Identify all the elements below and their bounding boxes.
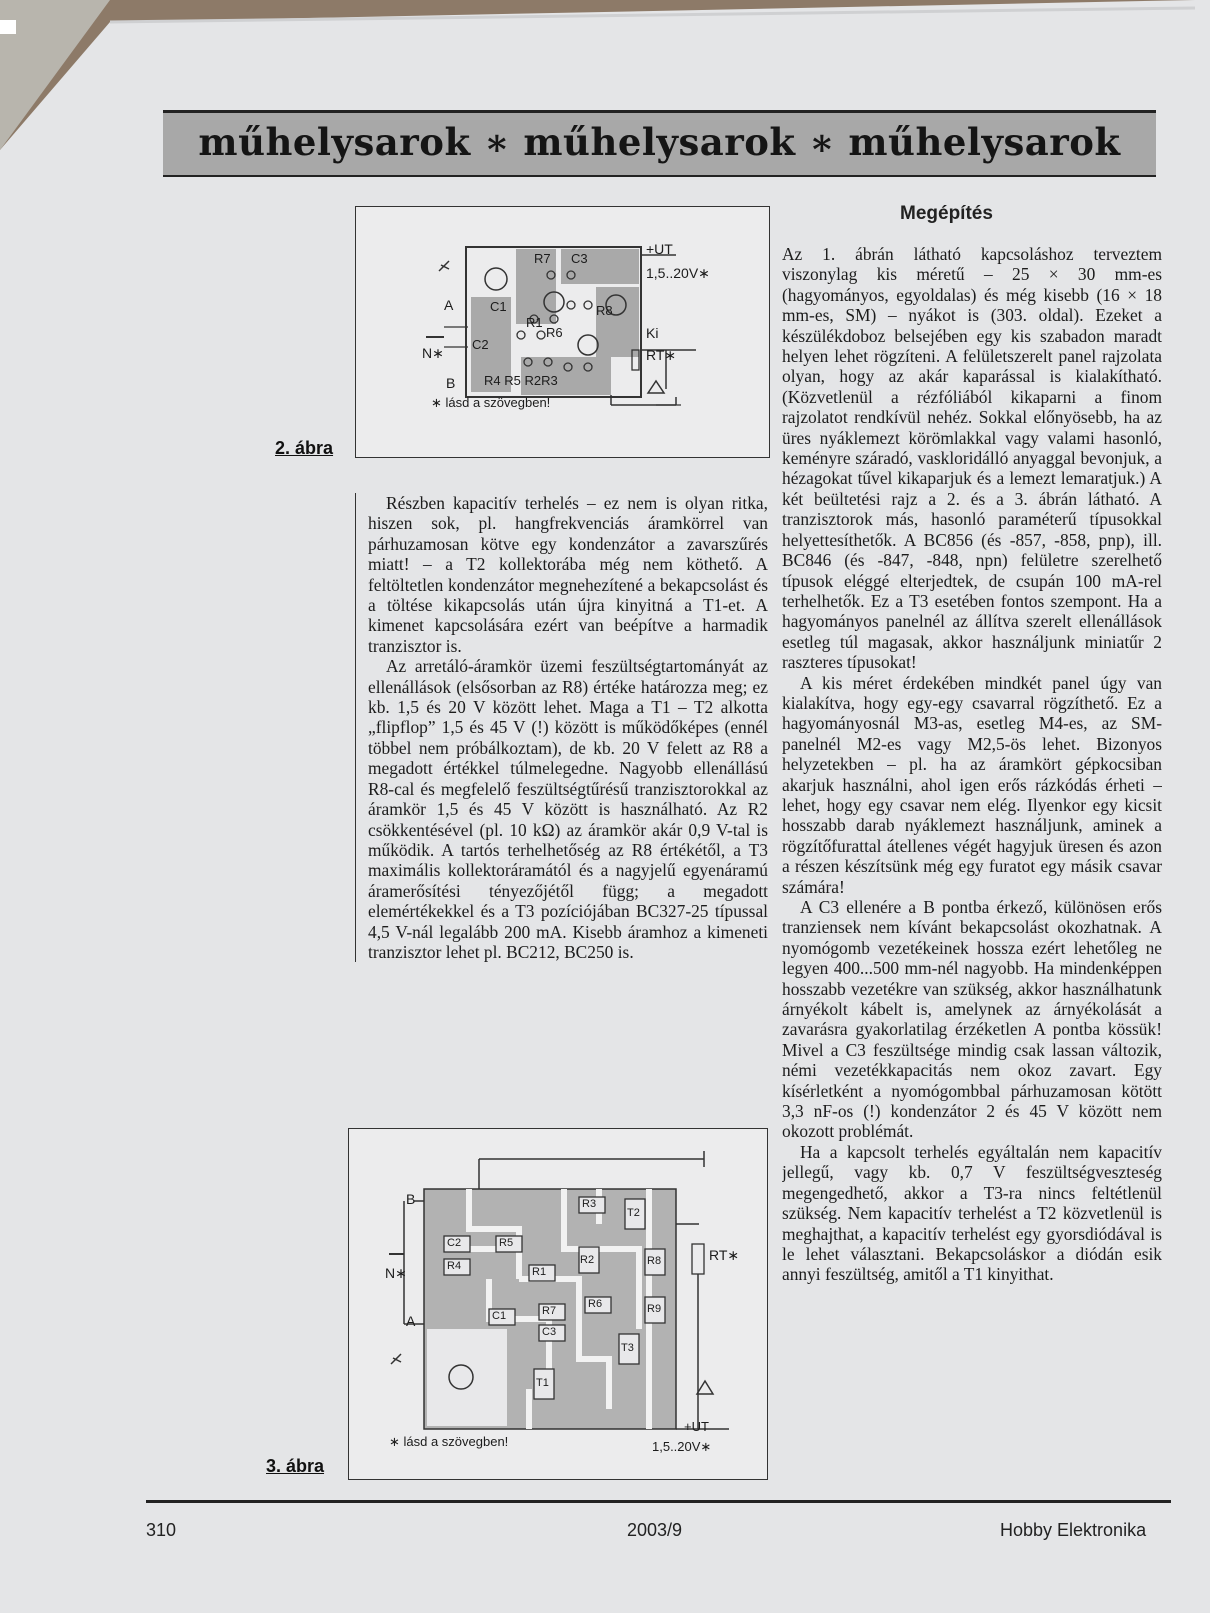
right-column-text — [782, 244, 1162, 1484]
figure-3-label: 3. ábra — [266, 1456, 325, 1476]
fig3-label-r8: R8 — [647, 1255, 662, 1267]
fig3-label-b: B — [406, 1191, 416, 1207]
fig2-label-ki: Ki — [646, 325, 659, 341]
fig2-label-c1: C1 — [490, 299, 507, 314]
fig3-label-n: N∗ — [385, 1265, 407, 1281]
issue: 2003/9 — [627, 1520, 683, 1540]
paragraph: Az 1. ábrán látható kapcsoláshoz terveztem viszonylag kis méretű – 25 × 30 mm-es (hagyományos, egyoldalas) és még kisebb (16 × 18 mm-es, SM) – nyákot is (303. oldal). Ezeket a készülékdoboz belsejében egy kis szabadon maradt helyen lehet rögzíteni. A felületszerelt panel rajzolata olyan, hogy az akár kaparással is kialakítható. (Közvetlenül a rézfóliából kikaparni a finom rajzolatot rendkívül nehéz. Sokkal előnyösebb, ha az üres nyáklemezt körömlakkal vagy valami hasonló, keményre száradó, vaskloridálló anyaggal bevonjuk, a hézagokat tűvel kikaparjuk és a lemezt lemaratjuk.) A két beültetési rajz a 2. és a 3. ábrán látható. A tranzisztorok más, hasonló paraméterű típusokkal helyettesíthetők. A BC856 (és -857, -858, pnp), ill. BC846 (és -847, -848, npn) felületre szerelhető típusok eléggé elterjedtek, de csupán 100 mA-rel terhelhetők. Ez a T3 esetében fontos szempont. Ha a hagyományos panelnél az állítva szerelt ellenállások esetleg túl magasak, akkor használjunk miniatűr 2 raszteres típusokat! — [782, 244, 1162, 673]
fig2-label-rt: RT∗ — [646, 347, 677, 363]
fig3-label-ut: +UT — [684, 1419, 709, 1434]
fig3-label-t3: T3 — [621, 1342, 634, 1354]
fig2-label-ut: +UT — [646, 241, 673, 257]
fig3-label-r1: R1 — [532, 1266, 547, 1278]
fig3-label-voltage: 1,5..20V∗ — [652, 1439, 712, 1454]
figure-3-box — [348, 1128, 768, 1480]
fig2-label-a: A — [444, 297, 454, 313]
fig3-label-r2: R2 — [580, 1254, 595, 1266]
fig3-label-c3: C3 — [542, 1326, 557, 1338]
paragraph: Az arretáló-áramkör üzemi feszültségtartományát az ellenállások (elsősorban az R8) értéke határozza meg; ez kb. 1,5 és 20 V között lehet. Maga a T1 – T2 alkotta „flipflop” 1,5 és 45 V (!) között is működőképes (ennél többel nem próbálkoztam), de kb. 20 V felett az R8 a megadott értékkel túlmelegedne. Nagyobb ellenállású R8-cal és megfelelő feszültségtűrésű tranzisztorokkal az áramkör 1,5 és 45 V között is használható. Az R2 csökkentésével (pl. 10 kΩ) az áramkör akár 0,9 V-tal is működik. A tartós terhelhetőség az R8 értékétől, a T3 maximális kollektoráramától és a nagyjelű egyenáramú áramerősítési tényezőjétől függ; a megadott elemértékekkel és a T3 pozíciójában BC327-25 típussal 4,5 V-nál legalább 200 mA. Kisebb áramhoz a kimeneti tranzisztor lehet pl. BC212, BC250 is. — [368, 656, 768, 962]
fig3-label-t1: T1 — [536, 1377, 549, 1389]
page-number: 310 — [146, 1520, 177, 1540]
fig2-label-voltage: 1,5..20V∗ — [646, 265, 710, 281]
paragraph: A kis méret érdekében mindkét panel úgy van kialakítva, hogy egy-egy csavarral rögzíthető. Ez a hagyományosnál M3-as, esetleg M4-es, az SM-panelnél M2-es vagy M2,5-ös lehet. Bizonyos helyzetekben – pl. ha az áramkört gépkocsiban akarjuk használni, ahol igen erős rázkódás érheti – lehet, hogy egy csavar nem elég. Ilyenkor egy kicsit hosszabb darab nyáklemezt használjunk, aminek a rögzítőfurattal átellenes végét hagyjuk üresen és azon a részen készítsünk még egy furatot egy másik csavar számára! — [782, 672, 1162, 897]
paragraph: Ha a kapcsolt terhelés egyáltalán nem kapacitív jellegű, vagy kb. 0,7 V feszültségveszteség megengedhető, akkor a T3-ra nincs feltétlenül szükség. Nem kapacitív terhelést a T2 közvetlenül is meghajthat, a kapacitív terhelést egy gyorsdiódával is le lehet választani. Bekapcsoláskor a diódán esik annyi feszültség, amitől a T1 kinyithat. — [782, 1141, 1162, 1285]
fig2-label-c2: C2 — [472, 337, 489, 352]
fig3-label-r9: R9 — [647, 1303, 662, 1315]
fig2-label-n: N∗ — [422, 345, 444, 361]
fig3-label-t2: T2 — [627, 1207, 640, 1219]
fig2-label-bottom-row: R4 R5 R2R3 — [484, 373, 558, 388]
figure-2-box — [355, 206, 770, 458]
fig3-label-r4: R4 — [447, 1260, 462, 1272]
fig3-label-r7: R7 — [542, 1305, 557, 1317]
fig3-label-rt: RT∗ — [709, 1247, 740, 1263]
section-header-title: műhelysarok ∗ műhelysarok ∗ műhelysarok — [198, 120, 1121, 164]
fig2-note: ∗ lásd a szövegben! — [431, 395, 551, 410]
footer-rule — [146, 1500, 1171, 1503]
fig3-label-a: A — [406, 1313, 416, 1329]
fig2-label-r6: R6 — [546, 325, 563, 340]
fig3-note: ∗ lásd a szövegben! — [389, 1434, 509, 1449]
paragraph: Részben kapacitív terhelés – ez nem is olyan ritka, hiszen sok, pl. hangfrekvenciás áramkörrel van párhuzamosan kötve egy kondenzátor a zavarszűrés miatt! – a T2 kollektorába még nem köthető. A feltöltetlen kondenzátor megnehezítené a bekapcsolást és a töltése kikapcsolás után újra kinyitná a T1-et. A kimenet kapcsolására ezért van beépítve a harmadik tranzisztor is. — [368, 493, 768, 656]
magazine-name: Hobby Elektronika — [1000, 1520, 1147, 1540]
fig2-label-r7: R7 — [534, 251, 551, 266]
fig3-label-r5: R5 — [499, 1237, 514, 1249]
paragraph: A C3 ellenére a B pontba érkező, különösen erős tranziensek nem kívánt bekapcsolást okozhatnak. A nyomógomb vezetékeinek hossza ezért lehetőleg ne legyen 400...500 mm-nél nagyobb. Ha mindenképpen hosszabb vezetékre van szükség, akkor használhatunk árnyékolt kábelt is, amelynek az árnyékolását a zavarásra gyakorlatilag érzéketlen A pontba kössük! Mivel a C3 feszültsége mindig csak lassan változik, némi vezetékkapacitás nem okoz zavart. Egy kísérletként a nyomógombbal párhuzamosan kötött 3,3 nF-os (!) kondenzátor 2 és 45 V között nem okozott problémát. — [782, 897, 1162, 1142]
fig3-label-c2: C2 — [447, 1237, 462, 1249]
section-header-bar — [163, 110, 1156, 177]
fig2-label-r1: R1 — [526, 315, 543, 330]
figure-2-label: 2. ábra — [275, 438, 334, 458]
fig3-label-c1: C1 — [492, 1310, 507, 1322]
fig3-label-r3: R3 — [582, 1198, 597, 1210]
fig2-label-b: B — [446, 375, 456, 391]
fig2-label-c3: C3 — [571, 251, 588, 266]
section-heading: Megépítés — [900, 203, 993, 224]
fig2-label-r8: R8 — [596, 303, 613, 318]
fig3-label-r6: R6 — [588, 1298, 603, 1310]
left-column-text — [355, 493, 768, 962]
